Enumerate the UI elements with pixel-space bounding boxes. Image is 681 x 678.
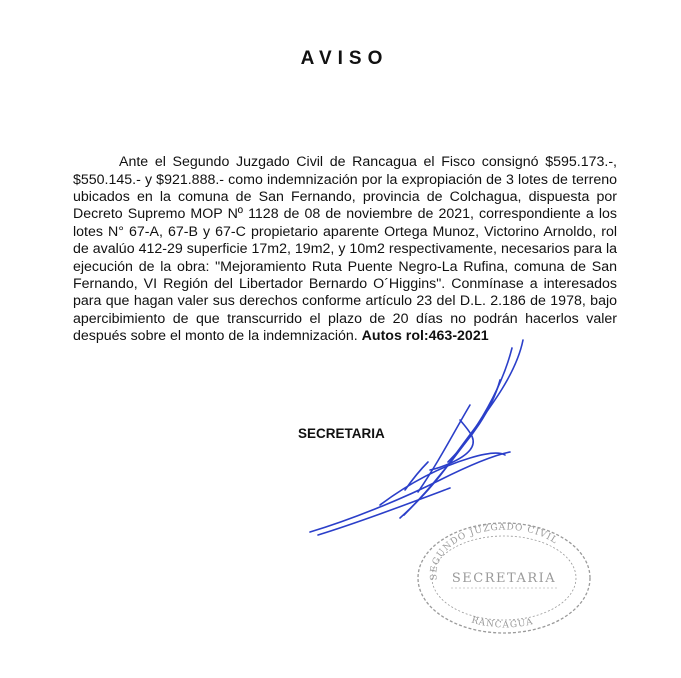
stamp-center-text: SECRETARIA [451, 571, 557, 586]
document-title: AVISO [300, 48, 389, 69]
signatory-label: SECRETARIA [298, 426, 385, 441]
stamp-top-text: SEGUNDO JUZGADO CIVIL [429, 522, 560, 581]
notice-body [73, 154, 617, 345]
stamp-bottom-text: RANCAGUA [470, 615, 535, 631]
court-stamp [415, 518, 593, 636]
case-number: Autos rol:463-2021 [361, 328, 489, 345]
notice-body-text: Ante el Segundo Juzgado Civil de Rancagua el Fisco consignó $595.173.-, $550.145.- y $921.888.- como indemnización por la expropiación de 3 lotes de terreno ubicados en la comuna de San Fernando, provincia de Colchagua, dispuesta por Decreto Supremo MOP Nº 1128 de 08 de noviembre de 2021, correspondiente a los lotes N° 67-A, 67-B y 67-C propietario aparente Ortega Munoz, Victorino Arnoldo, rol de avalúo 412-29 superficie 17m2, 19m2, y 10m2 respectivamente, necesarios para la ejecución de la obra: "Mejoramiento Ruta Puente Negro-La Rufina, comuna de San Fernando, VI Región del Libertador Bernardo O´Higgins". Conmínase a interesados para que hagan valer sus derechos conforme artículo 23 del D.L. 2.186 de 1978, bajo apercibimiento de que transcurrido el plazo de 20 días no podrán hacerlos valer después sobre el monto de la indemnización. [73, 154, 617, 345]
svg-text:RANCAGUA [470, 615, 535, 630]
